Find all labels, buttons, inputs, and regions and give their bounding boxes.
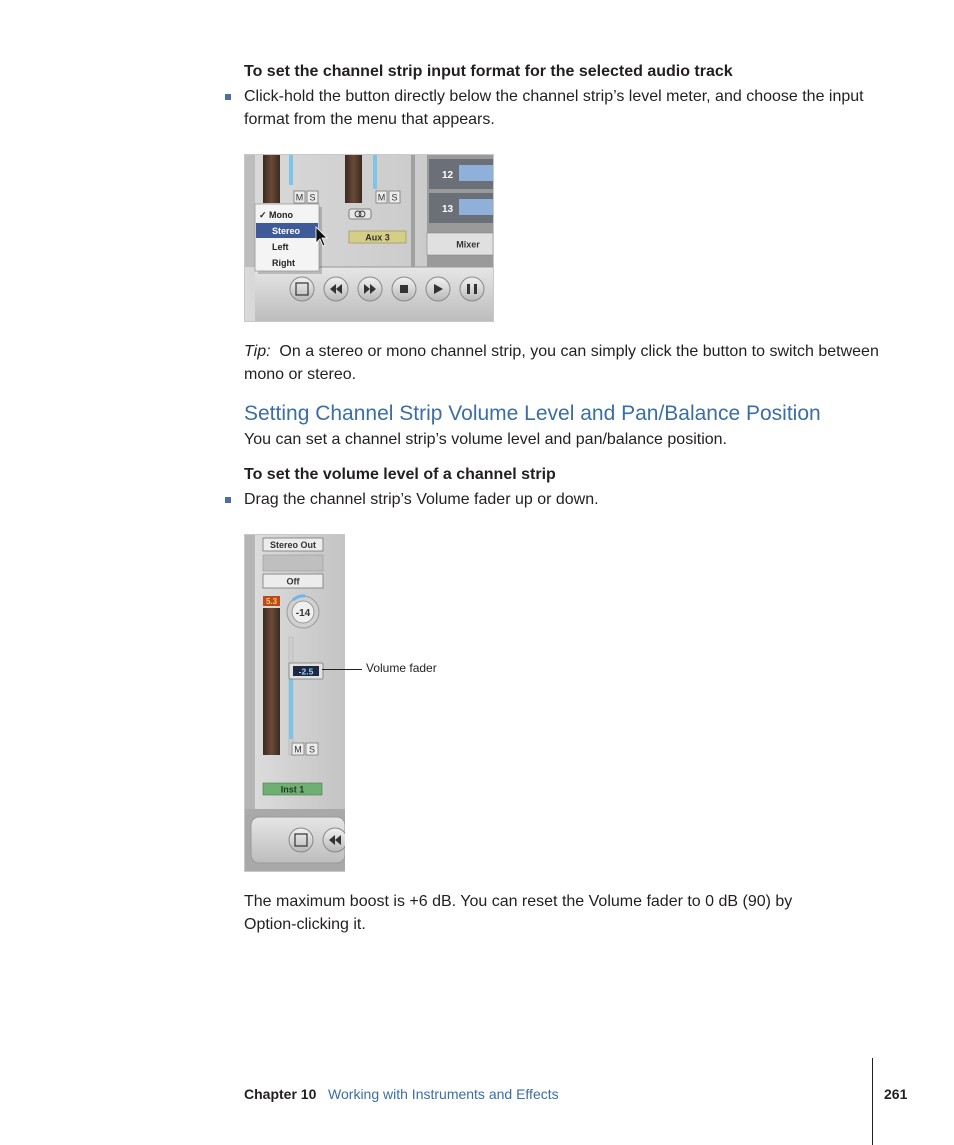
menu-item-left[interactable]: Left (272, 242, 289, 252)
tip-text: On a stereo or mono channel strip, you can simply click the button to switch between mono or stereo. (244, 343, 879, 383)
callout-line (322, 669, 362, 670)
chapter-number: Chapter 10 (244, 1086, 317, 1102)
input-format-menu[interactable] (255, 204, 322, 274)
solo-label: S (308, 744, 316, 755)
insert-slot[interactable] (263, 555, 323, 571)
mute-label: M (294, 744, 302, 755)
tip-paragraph (244, 340, 884, 386)
fader-value: -2.5 (298, 666, 314, 677)
pan-value: -14 (295, 608, 311, 619)
track-name-label: Inst 1 (280, 784, 305, 795)
solo-label-2: S (391, 192, 398, 203)
peak-value: 5.3 (265, 597, 278, 606)
bullet-marker (225, 94, 231, 100)
mute-label-2: M (377, 192, 386, 203)
level-meter (263, 608, 280, 755)
task-heading-input-format: To set the channel strip input format for the selected audio track (244, 63, 733, 80)
volume-fader[interactable] (289, 663, 323, 679)
pause-button[interactable] (460, 277, 484, 301)
mute-label-1: M (295, 192, 304, 203)
task-heading-volume: To set the volume level of a channel strip (244, 466, 556, 483)
menu-item-stereo[interactable]: Stereo (272, 226, 301, 236)
solo-label-1: S (309, 192, 316, 203)
aux-track-label: Aux 3 (365, 232, 390, 243)
figure-input-format-menu (244, 154, 494, 322)
footer-chapter (244, 1086, 559, 1102)
cycle-button[interactable] (290, 277, 314, 301)
closing-paragraph: The maximum boost is +6 dB. You can reset the Volume fader to 0 dB (90) by Option-clicking it. (244, 893, 793, 933)
pan-knob[interactable] (287, 596, 319, 628)
stereo-format-button[interactable] (349, 209, 371, 219)
off-label: Off (286, 576, 300, 587)
cycle-button[interactable] (289, 828, 313, 852)
page-number: 261 (884, 1086, 908, 1102)
section-heading-volume-pan: Setting Channel Strip Volume Level and Pan/Balance Position (244, 402, 821, 425)
menu-item-right[interactable]: Right (272, 258, 295, 268)
bullet-marker (225, 497, 231, 503)
menu-item-mono[interactable]: ✓ Mono (259, 210, 294, 220)
mixer-tab-label[interactable]: Mixer (456, 239, 480, 250)
output-label: Stereo Out (269, 540, 317, 550)
stop-icon (400, 285, 408, 293)
track-number-13: 13 (442, 204, 454, 215)
fader-fill (289, 677, 293, 739)
step-volume: Drag the channel strip’s Volume fader up or down. (244, 491, 599, 508)
section-intro: You can set a channel strip’s volume level and pan/balance position. (244, 431, 727, 448)
footer-divider (872, 1058, 873, 1145)
figure-input-format-svg (245, 155, 493, 321)
tip-label: Tip: (244, 343, 271, 360)
step-input-format: Click-hold the button directly below the channel strip’s level meter, and choose the input format from the menu that appears. (244, 88, 864, 128)
figure-volume-fader (244, 534, 345, 872)
pause-icon (467, 284, 470, 294)
callout-volume-fader: Volume fader (366, 661, 437, 675)
chapter-title: Working with Instruments and Effects (328, 1086, 559, 1102)
track-number-12: 12 (442, 170, 454, 181)
figure-volume-fader-svg (245, 535, 345, 871)
